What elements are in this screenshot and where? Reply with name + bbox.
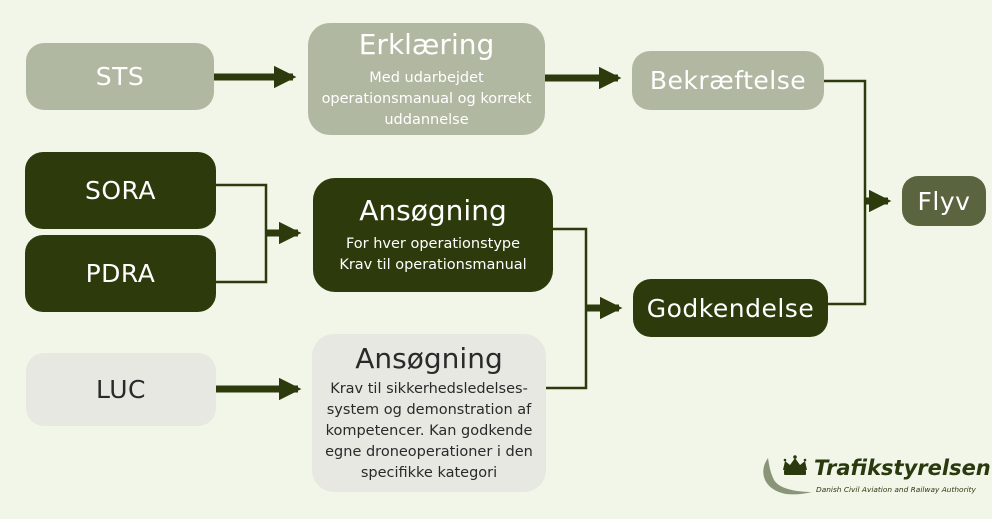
desc-line: system og demonstration af <box>326 402 532 418</box>
logo-tagline: Danish Civil Aviation and Railway Authority <box>816 485 976 494</box>
node-pdra-label: PDRA <box>85 259 156 288</box>
desc-line: uddannelse <box>384 111 469 128</box>
node-flyv-label: Flyv <box>917 186 971 216</box>
desc-line: kompetencer. Kan godkende <box>325 423 533 439</box>
node-godkendelse <box>633 279 828 337</box>
node-bekraeftelse-label: Bekræftelse <box>649 66 807 95</box>
node-erklaering-title: Erklæring <box>358 27 495 61</box>
node-ansoegning-1 <box>313 178 553 292</box>
node-sts-label: STS <box>95 62 145 91</box>
desc-line: Krav til sikkerhedsledelses- <box>330 381 528 397</box>
desc-line: operationsmanual og korrekt <box>321 90 532 107</box>
node-ansoegning-2-title: Ansøgning <box>355 342 503 375</box>
desc-line: For hver operationstype <box>345 236 521 252</box>
node-godkendelse-label: Godkendelse <box>646 293 815 323</box>
node-ansoegning-1-desc <box>339 234 526 276</box>
node-ansoegning-2 <box>312 334 546 492</box>
node-erklaering-desc <box>322 68 532 131</box>
desc-line: Med udarbejdet <box>369 69 484 86</box>
node-ansoegning-1-title: Ansøgning <box>359 194 507 227</box>
bracket-to-flyv <box>824 81 865 304</box>
node-pdra <box>25 235 216 312</box>
desc-line: Krav til operationsmanual <box>339 257 527 273</box>
node-luc-label: LUC <box>96 375 146 404</box>
node-ansoegning-2-desc <box>325 379 533 484</box>
desc-line: egne droneoperationer i den <box>325 444 533 460</box>
node-sora-label: SORA <box>84 176 156 205</box>
node-erklaering <box>308 23 545 135</box>
node-flyv <box>902 176 986 226</box>
logo-name: Trafikstyrelsen <box>814 456 991 480</box>
node-bekraeftelse <box>632 51 824 110</box>
node-sora <box>25 152 216 229</box>
bracket-sora-pdra <box>216 185 266 282</box>
node-luc <box>26 353 216 426</box>
crown-swoosh-icon <box>760 452 818 500</box>
trafikstyrelsen-logo <box>760 452 991 502</box>
desc-line: specifikke kategori <box>360 465 498 481</box>
node-sts <box>26 43 214 110</box>
